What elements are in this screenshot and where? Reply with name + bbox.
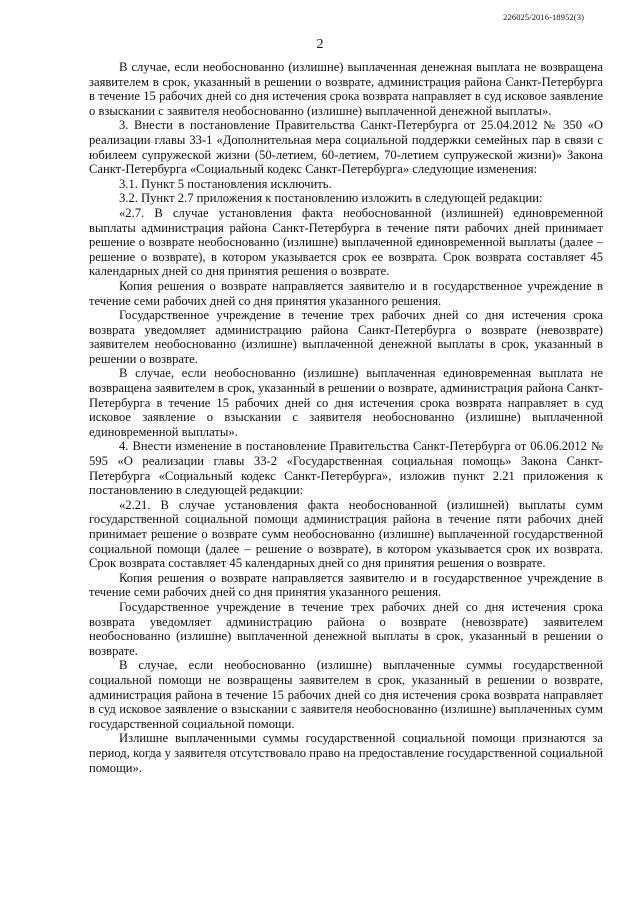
paragraph-14: Излишне выплаченными суммы государственной социальной помощи признаются за период, когда у заявителя отсутствовало право на предоставление государственной социальной помощи». xyxy=(89,731,603,775)
paragraph-9: 4. Внести изменение в постановление Правительства Санкт-Петербурга от 06.06.2012 № 595 «О реализации главы 33-2 «Государственная социальная помощь» Закона Санкт-Петербурга «Социальный кодекс Санкт-Петербурга», изложив пункт 2.21 приложения к постановлению в следующей редакции: xyxy=(89,439,603,498)
paragraph-5: «2.7. В случае установления факта необоснованной (излишней) единовременной выплаты администрация района Санкт-Петербурга в течение пяти рабочих дней принимает решение о возврате необоснованно (излишне) выплаченной единовременной выплаты (далее – решение о возврате), в котором указывается срок ее возврата. Срок возврата составляет 45 календарных дней со дня принятия решения о возврате. xyxy=(89,205,603,279)
paragraph-11: Копия решения о возврате направляется заявителю и в государственное учреждение в течение семи рабочих дней со дня принятия указанного решения. xyxy=(89,570,603,600)
page-number: 2 xyxy=(316,37,324,52)
paragraph-4: 3.2. Пункт 2.7 приложения к постановлению изложить в следующей редакции: xyxy=(119,191,543,206)
paragraph-13: В случае, если необоснованно (излишне) выплаченные суммы государственной социальной помощи не возвращены заявителем в срок, указанный в решении о возврате, администрация района в течение 15 рабочих дней со дня истечения срока возврата направляет в суд исковое заявление о взыскании с заявителя необоснованно (излишне) выплаченных сумм государственной социальной помощи. xyxy=(89,658,603,731)
paragraph-8: В случае, если необоснованно (излишне) выплаченная единовременная выплата не возвращена заявителем в срок, указанный в решении о возврате, администрация района Санкт-Петербурга в течение 15 рабочих дней со дня истечения срока возврата направляет в суд исковое заявление о взыскании с заявителя необоснованно (излишне) выплаченной единовременной выплаты». xyxy=(89,366,603,439)
paragraph-10: «2.21. В случае установления факта необоснованной (излишней) выплаты сумм государственной социальной помощи администрация района в течение пяти рабочих дней принимает решение о возврате сумм необоснованно (излишне) выплаченной государственной социальной помощи (далее – решение о возврате), в котором указывается срок их возврата. Срок возврата составляет 45 календарных дней со дня принятия решения о возврате. xyxy=(89,497,603,571)
paragraph-3: 3.1. Пункт 5 постановления исключить. xyxy=(119,176,332,191)
paragraph-6: Копия решения о возврате направляется заявителю и в государственное учреждение в течение семи рабочих дней со дня принятия указанного решения. xyxy=(89,278,603,308)
paragraph-7: Государственное учреждение в течение трех рабочих дней со дня истечения срока возврата уведомляет администрацию района Санкт-Петербурга о возврате (невозврате) заявителем необоснованно (излишне) выплаченной денежной выплаты в срок, указанный в решении о возврате. xyxy=(89,308,603,366)
document-body xyxy=(89,60,603,775)
paragraph-1: В случае, если необоснованно (излишне) выплаченная денежная выплата не возвращена заявителем в срок, указанный в решении о возврате, администрация района Санкт-Петербурга в течение 15 рабочих дней со дня истечения срока возврата направляет в суд исковое заявление о взыскании с заявителя необоснованно (излишне) выплаченной денежной выплаты». xyxy=(89,60,603,118)
paragraph-12: Государственное учреждение в течение трех рабочих дней со дня истечения срока возврата уведомляет администрацию района о возврате (невозврате) заявителем необоснованно (излишне) выплаченной денежной выплаты в срок, указанный в решении о возврате. xyxy=(89,599,603,658)
document-number: 226025/2016-18952(3) xyxy=(503,12,584,22)
paragraph-2: 3. Внести в постановление Правительства Санкт-Петербурга от 25.04.2012 № 350 «О реализации главы 33-1 «Дополнительная мера социальной поддержки семейных пар в связи с юбилеем супружеской жизни (50-летием, 60-летием, 70-летием супружеской жизни)» Закона Санкт-Петербурга «Социальный кодекс Санкт-Петербурга» следующие изменения: xyxy=(89,118,603,177)
